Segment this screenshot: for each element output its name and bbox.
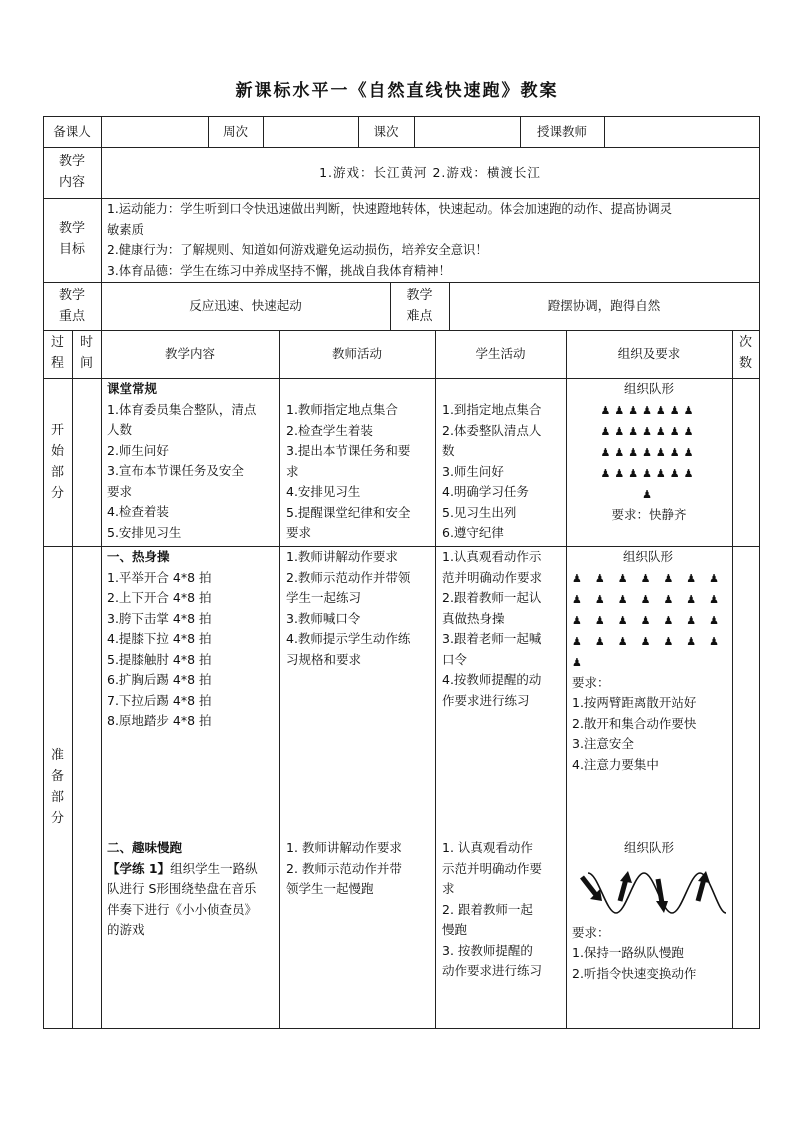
run-teacher: 1. 教师讲解动作要求 2. 教师示范动作并带 领学生一起慢跑: [286, 840, 402, 896]
goals-text: 1.运动能力：学生听到口令快迅速做出判断，快速蹬地转体，快速起动。体会加速跑的动作、提高协调灵 敏素质 2.健康行为：了解规则、知道如何游戏避免运动损伤，培养安全意识！ 3.体育品德：学生在练习中养成坚持不懈，挑战自我体育精神！: [107, 202, 673, 278]
start-teacher: 1.教师指定地点集合 2.检查学生着装 3.提出本节课任务和要 求 4.安排见习生 5.提醒课堂纪律和安全 要求: [286, 402, 411, 540]
header-process: 过 程: [50, 335, 64, 371]
difficulty-label: 教学 难点: [406, 288, 433, 324]
teacher-label: 授课教师: [536, 124, 587, 139]
lesson-field[interactable]: [415, 116, 520, 147]
header-time: 时 间: [79, 335, 93, 371]
arrow-icon: [620, 871, 632, 901]
run-organization: 组织队形 要求： 1.保持一路纵队慢跑 2.听指令快速变换动作: [566, 838, 732, 984]
header-count: 次 数: [738, 335, 752, 371]
start-section-label: 开 始 部 分: [50, 423, 64, 501]
arrow-icon: [698, 871, 710, 901]
warmup-formation-diagram: ♟♟♟♟♟♟♟ ♟♟♟♟♟♟♟ ♟♟♟♟♟♟♟ ♟♟♟♟♟♟♟ ♟: [572, 571, 733, 669]
warmup-organization: 组织队形 ♟♟♟♟♟♟♟ ♟♟♟♟♟♟♟ ♟♟♟♟♟♟♟ ♟♟♟♟♟♟♟ ♟ 要求： 1.按两臂距离散开站好 2.散开和集合动作要快 3.注意安全 4.注意力要集中: [572, 549, 733, 772]
s-curve-route-diagram: [570, 863, 730, 923]
formation-diagram: ♟♟♟♟♟♟♟ ♟♟♟♟♟♟♟ ♟♟♟♟♟♟♟ ♟♟♟♟♟♟♟ ♟: [600, 403, 698, 501]
lesson-label: 课次: [373, 124, 399, 139]
start-content: 课堂常规 1.体育委员集合整队，清点 人数 2.师生问好 3.宣布本节课任务及安全 要求 4.检查着装 5.安排见习生: [107, 381, 257, 540]
header-teacher: 教师活动: [331, 346, 382, 361]
keypoints-text: 反应迅速、快速起动: [189, 298, 302, 313]
preparer-field[interactable]: [102, 116, 208, 147]
week-field[interactable]: [264, 116, 358, 147]
page-title: 新课标水平一《自然直线快速跑》教案: [235, 81, 559, 101]
run-student: 1. 认真观看动作 示范并明确动作要 求 2. 跟着教师一起 慢跑 3. 按教师提醒的 动作要求进行练习: [442, 840, 543, 978]
goals-label: 教学 目标: [58, 221, 85, 257]
header-student: 学生活动: [475, 346, 526, 361]
run-content: 二、趣味慢跑 【学练 1】组织学生一路纵 队进行 S形围绕垫盘在音乐 伴奏下进行《小小侦查员》 的游戏: [107, 840, 258, 937]
prep-section-label: 准 备 部 分: [50, 748, 64, 826]
teacher-field[interactable]: [605, 116, 759, 147]
week-label: 周次: [222, 124, 248, 139]
header-organization: 组织及要求: [617, 346, 681, 361]
header-content: 教学内容: [164, 346, 215, 361]
arrow-icon: [582, 877, 602, 901]
warmup-student: 1.认真观看动作示 范并明确动作要求 2.跟着教师一起认 真做热身操 3.跟着老师一起喊 口令 4.按教师提醒的动 作要求进行练习: [442, 549, 543, 708]
start-organization: 组织队形 ♟♟♟♟♟♟♟ ♟♟♟♟♟♟♟ ♟♟♟♟♟♟♟ ♟♟♟♟♟♟♟ ♟ 要求：快静齐: [566, 379, 732, 525]
warmup-content: 一、热身操 1.平举开合 4*8 拍 2.上下开合 4*8 拍 3.胯下击掌 4*8 拍 4.提膝下拉 4*8 拍 5.提膝触肘 4*8 拍 6.扩胸后踢 4*8 拍 7.下拉后踢 4*8 拍 8.原地踏步 4*8 拍: [107, 549, 212, 728]
keypoints-label: 教学 重点: [58, 288, 85, 324]
preparer-label: 备课人: [53, 124, 91, 139]
difficulty-text: 蹬摆协调，跑得自然: [547, 298, 661, 313]
start-student: 1.到指定地点集合 2.体委整队清点人 数 3.师生问好 4.明确学习任务 5.见习生出列 6.遵守纪律: [442, 402, 542, 540]
content-text: 1.游戏：长江黄河 2.游戏：横渡长江: [319, 165, 541, 180]
warmup-teacher: 1.教师讲解动作要求 2.教师示范动作并带领 学生一起练习 3.教师喊口令 4.教师提示学生动作练 习规格和要求: [286, 549, 411, 667]
content-label: 教学 内容: [58, 154, 85, 190]
